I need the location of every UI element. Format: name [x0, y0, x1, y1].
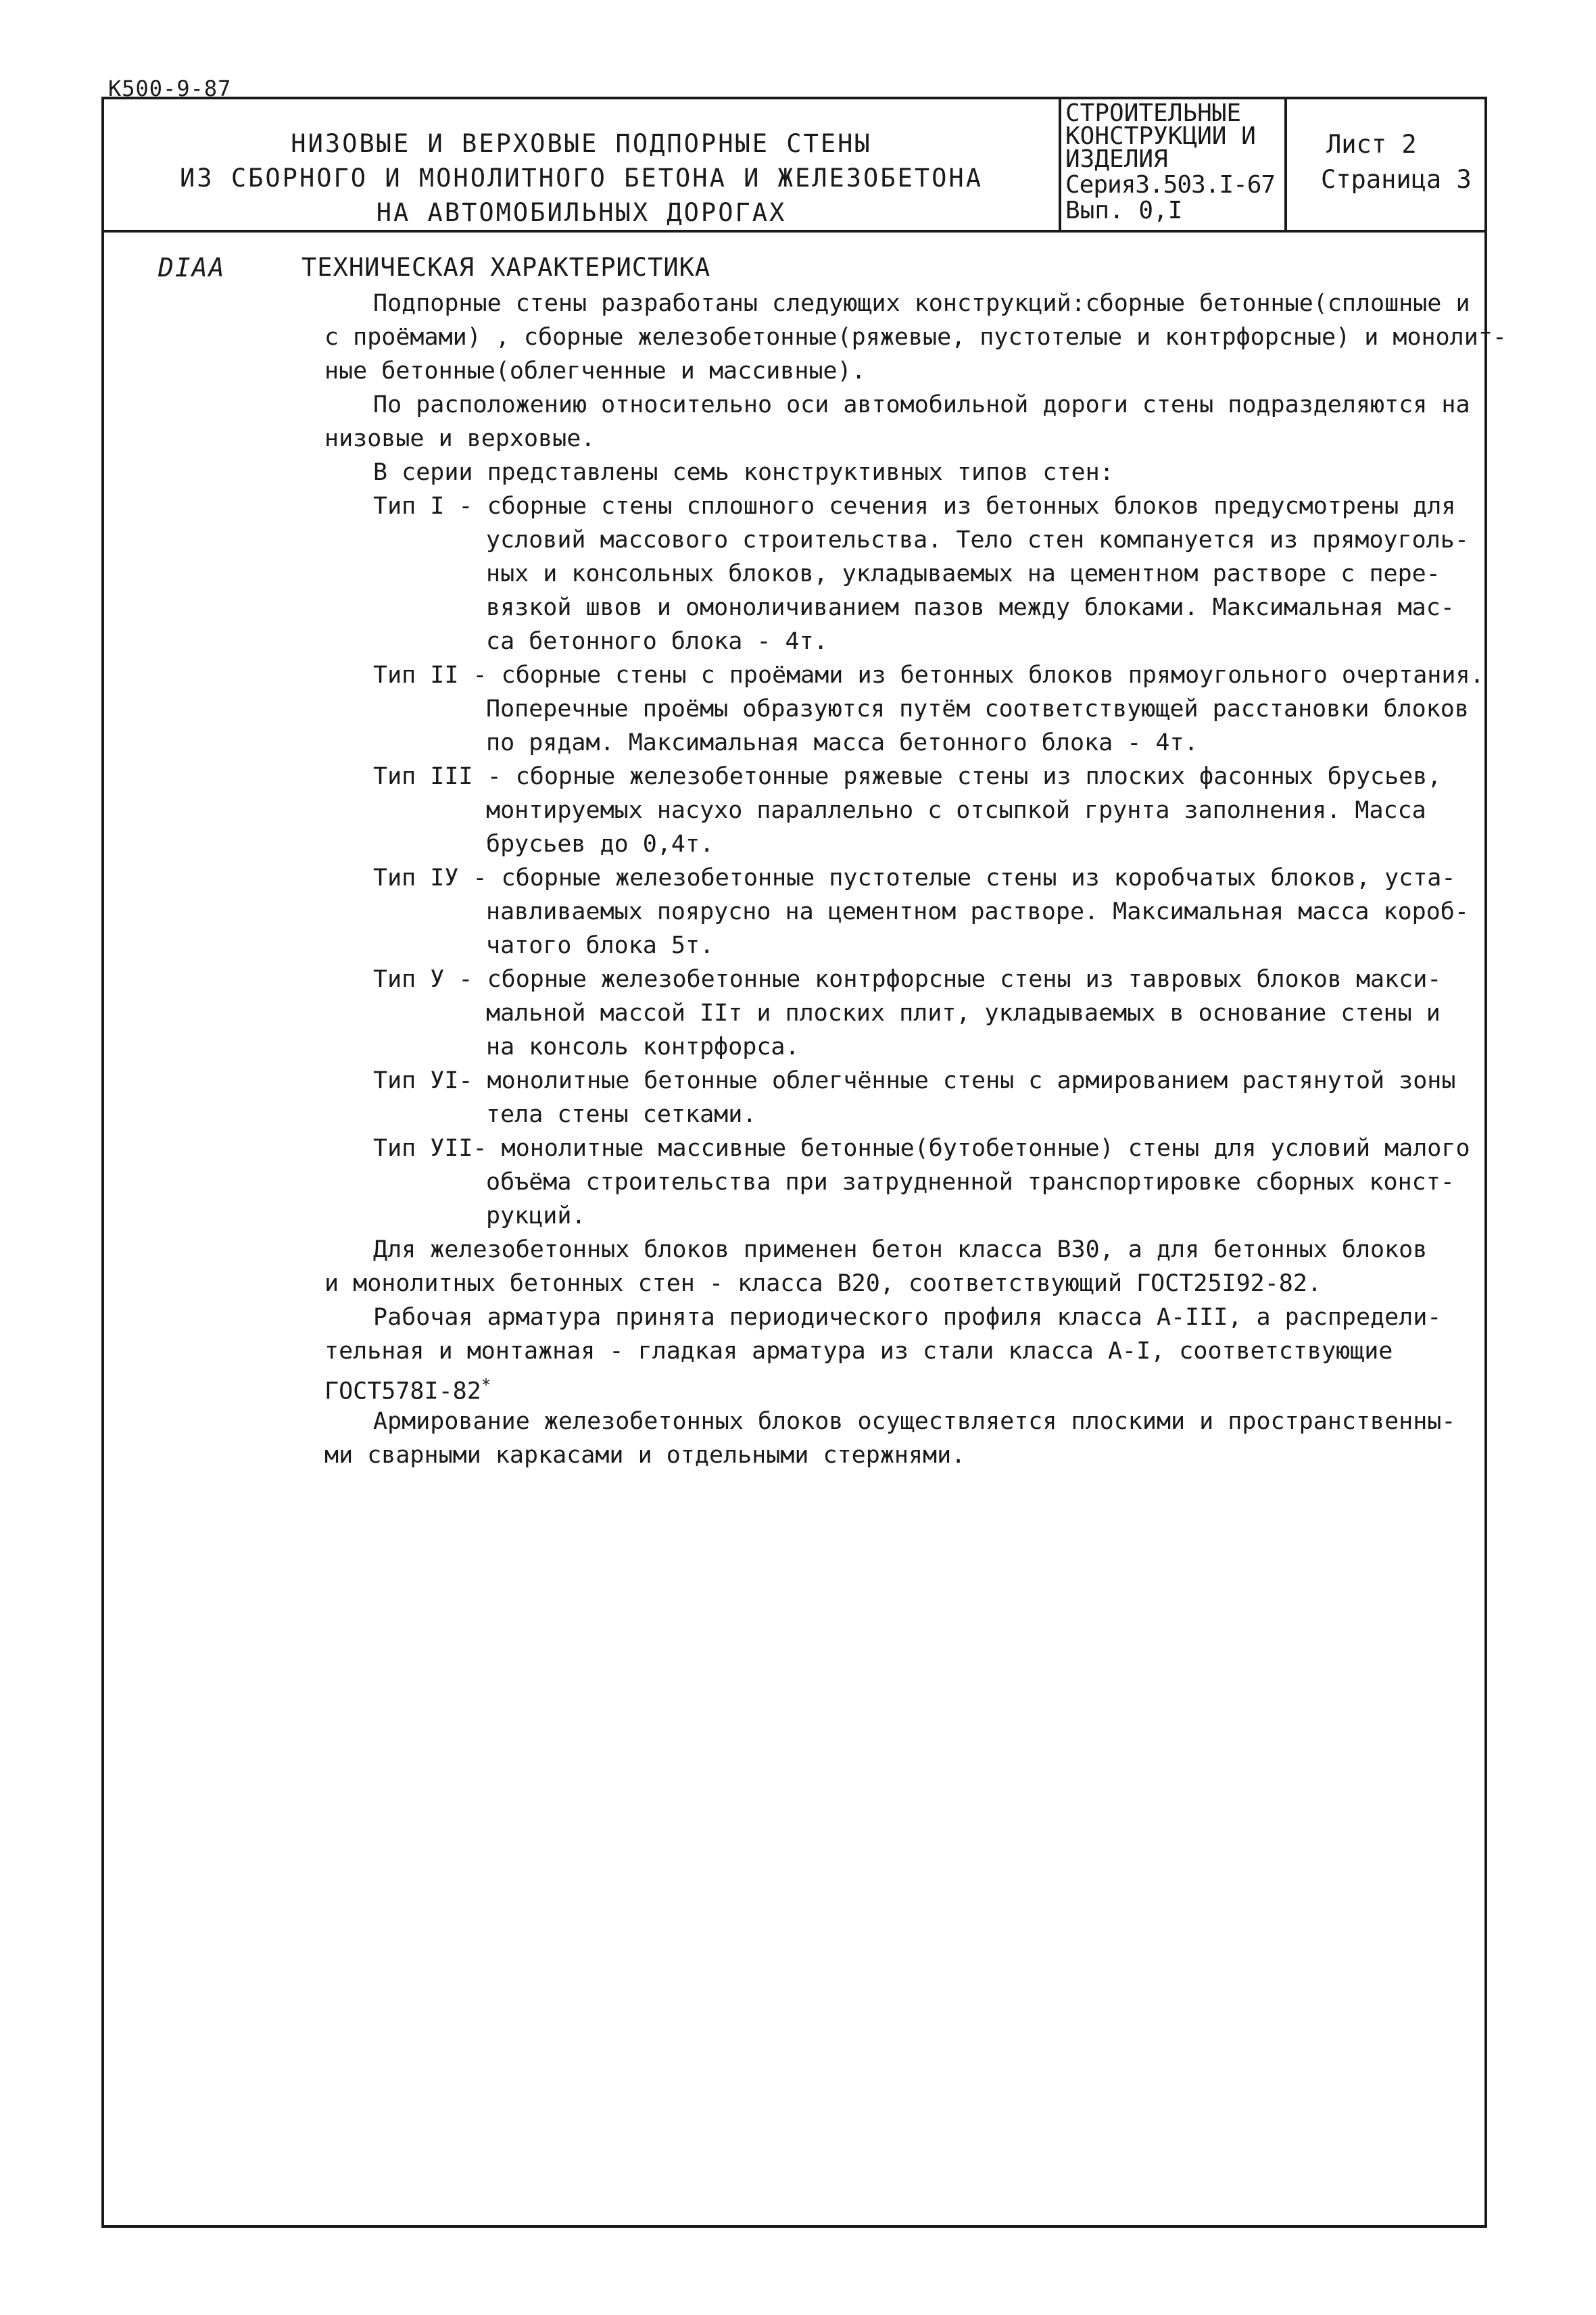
type-item-line: са бетонного блока - 4т.: [486, 628, 828, 655]
series-line: ИЗДЕЛИЯ: [1065, 145, 1168, 173]
type-item-line: тела стены сетками.: [486, 1101, 757, 1128]
type-item-line: рукций.: [486, 1202, 586, 1229]
title-line: ИЗ СБОРНОГО И МОНОЛИТНОГО БЕТОНА И ЖЕЛЕЗОБЕТОНА: [180, 164, 983, 193]
paragraph-line: Рабочая арматура принята периодического профиля класса А-III, а распредели-: [373, 1304, 1442, 1331]
paragraph-line: ми сварными каркасами и отдельными стержнями.: [324, 1442, 966, 1469]
paragraph-line: низовые и верховые.: [324, 425, 596, 452]
sheet-number: Лист 2: [1326, 130, 1417, 159]
series-line: КОНСТРУКЦИИ И: [1065, 122, 1256, 150]
page-frame: [101, 97, 1507, 2228]
type-item-line: условий массового строительства. Тело стен компануется из прямоуголь-: [486, 527, 1469, 554]
paragraph-line: с проёмами) , сборные железобетонные(ряжевые, пустотелые и контрфорсные) и монолит-: [324, 324, 1507, 351]
type-item-line: Поперечные проёмы образуются путём соответствующей расстановки блоков: [486, 696, 1469, 723]
type-item-line: Тип УI- монолитные бетонные облегчённые стены с армированием растянутой зоны: [373, 1067, 1456, 1094]
type-item-line: Тип I - сборные стены сплошного сечения из бетонных блоков предусмотрены для: [373, 493, 1456, 520]
series-issue: Вып. 0,I: [1065, 197, 1183, 224]
type-item-line: монтируемых насухо параллельно с отсыпкой грунта заполнения. Масса: [486, 797, 1426, 824]
title-block: [104, 99, 1484, 233]
type-item-line: Тип II - сборные стены с проёмами из бетонных блоков прямоугольного очертания.: [373, 662, 1484, 689]
paragraph-line: Для железобетонных блоков применен бетон класса В30, а для бетонных блоков: [373, 1236, 1428, 1263]
paragraph-line: [324, 1368, 491, 1409]
section-heading: ТЕХНИЧЕСКАЯ ХАРАКТЕРИСТИКА: [301, 253, 711, 282]
type-item-line: Тип IУ - сборные железобетонные пустотелые стены из коробчатых блоков, уста-: [373, 864, 1456, 892]
type-item-line: Тип III - сборные железобетонные ряжевые стены из плоских фасонных брусьев,: [373, 763, 1442, 790]
type-item-line: ных и консольных блоков, укладываемых на цементном растворе с пере-: [486, 560, 1441, 587]
type-item-line: вязкой швов и омоноличиванием пазов между блоками. Максимальная мас-: [486, 594, 1455, 621]
paragraph-line: Подпорные стены разработаны следующих конструкций:сборные бетонные(сплошные и: [373, 290, 1470, 317]
type-item-line: Тип У - сборные железобетонные контрфорсные стены из тавровых блоков макси-: [373, 966, 1442, 993]
type-item-line: чатого блока 5т.: [486, 932, 715, 959]
gost-star-mark: *: [481, 1375, 491, 1394]
paragraph-line: тельная и монтажная - гладкая арматура из стали класса А-I, соответствующие: [324, 1338, 1393, 1365]
series-box: [1059, 99, 1287, 230]
title-line: НИЗОВЫЕ И ВЕРХОВЫЕ ПОДПОРНЫЕ СТЕНЫ: [291, 129, 872, 158]
paragraph-line: По расположению относительно оси автомобильной дороги стены подразделяются на: [373, 391, 1470, 418]
paragraph-line: ные бетонные(облегченные и массивные).: [324, 358, 866, 385]
type-item-line: навливаемых поярусно на цементном растворе. Максимальная масса короб-: [486, 898, 1469, 925]
type-item-line: на консоль контрфорса.: [486, 1033, 800, 1061]
paragraph-line: Армирование железобетонных блоков осуществляется плоскими и пространственны-: [373, 1408, 1456, 1435]
type-item-line: брусьев до 0,4т.: [486, 831, 715, 858]
document-body: [104, 233, 1507, 2225]
series-line: СТРОИТЕЛЬНЫЕ: [1065, 99, 1242, 127]
type-item-line: мальной массой IIт и плоских плит, укладываемых в основание стены и: [486, 1000, 1441, 1027]
paragraph-line: В серии представлены семь конструктивных типов стен:: [373, 459, 1114, 486]
section-marker: DIAA: [158, 253, 226, 283]
title-line: НА АВТОМОБИЛЬНЫХ ДОРОГАХ: [376, 198, 787, 227]
document-title: [104, 126, 1059, 230]
document-code: К500-9-87: [108, 76, 232, 101]
type-item-line: Тип УII- монолитные массивные бетонные(бутобетонные) стены для условий малого: [373, 1135, 1470, 1162]
page-number: Страница 3: [1321, 165, 1472, 194]
paragraph-line: и монолитных бетонных стен - класса В20, соответствующий ГОСТ25I92-82.: [324, 1270, 1322, 1297]
gost-reference: ГОСТ578I-82: [324, 1378, 481, 1405]
type-item-line: по рядам. Максимальная масса бетонного блока - 4т.: [486, 729, 1199, 756]
series-number: Серия3.503.I-67: [1065, 171, 1276, 199]
type-item-line: объёма строительства при затрудненной транспортировке сборных конст-: [486, 1169, 1455, 1196]
